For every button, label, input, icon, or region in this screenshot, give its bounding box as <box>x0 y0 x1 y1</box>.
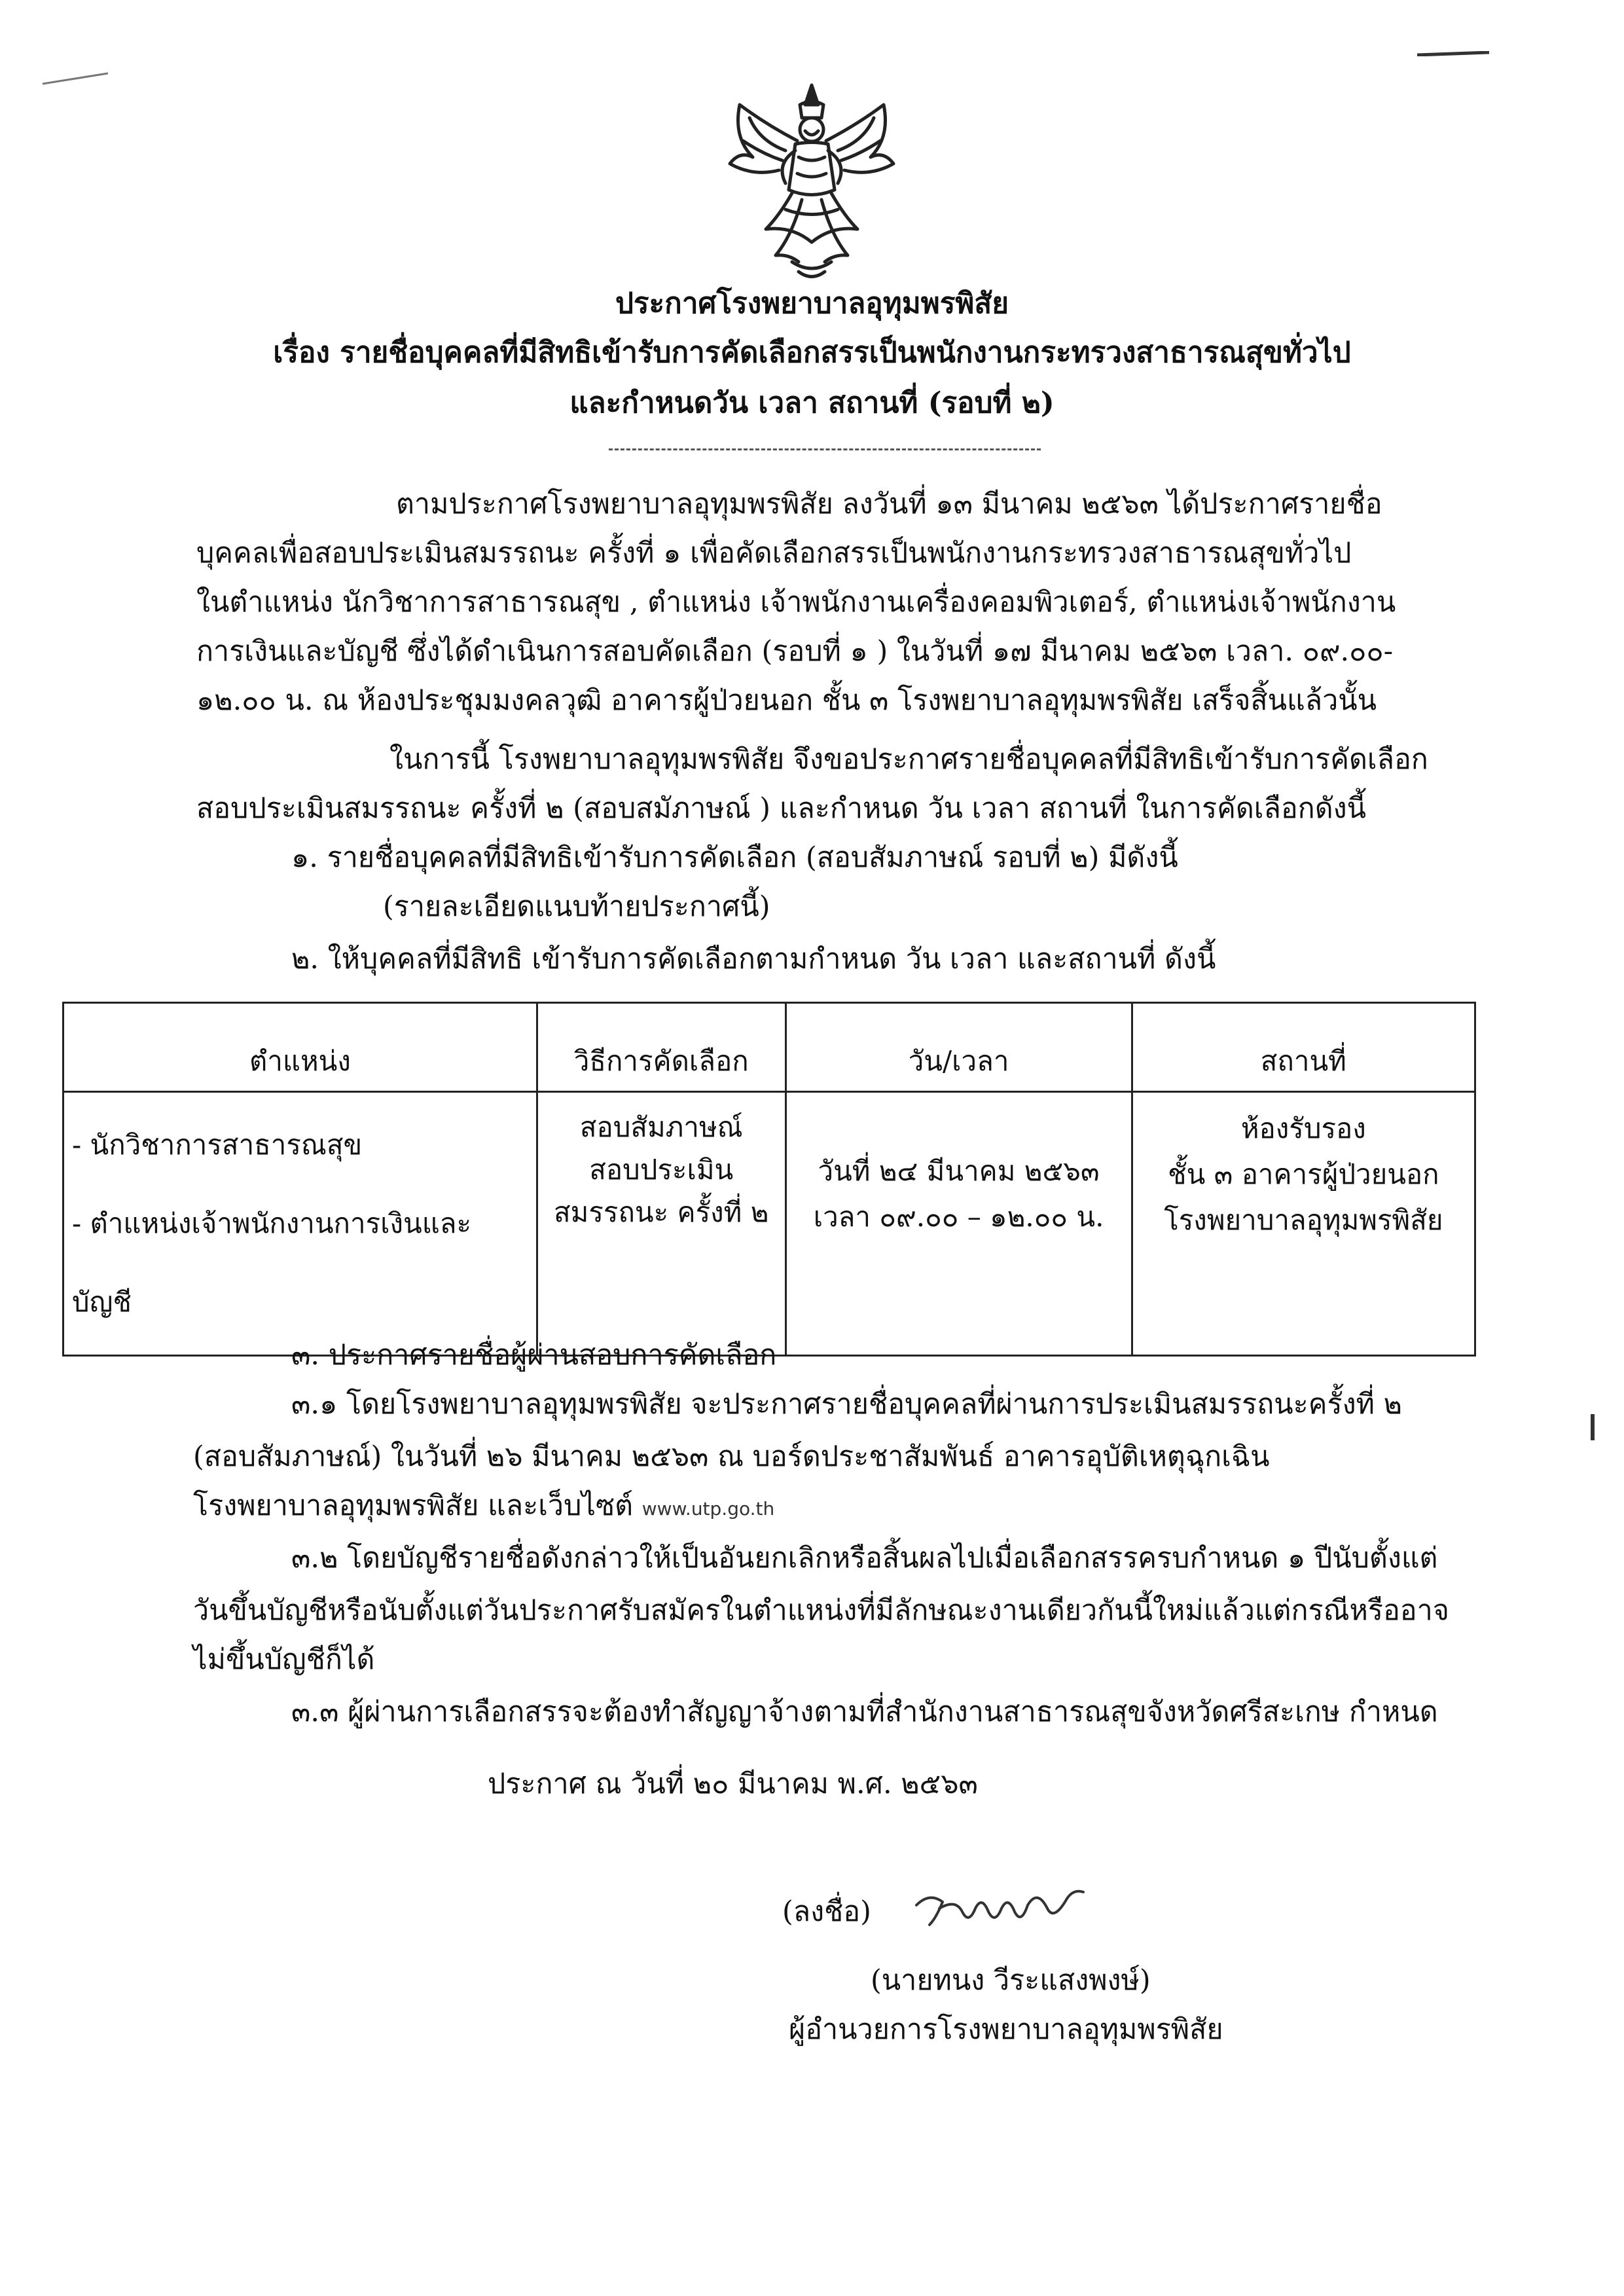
signatory-position: ผู้อำนวยการโรงพยาบาลอุทุมพรพิสัย <box>789 2013 1223 2046</box>
table-header-row <box>63 1003 1475 1092</box>
table-header: ตำแหน่ง <box>63 1003 537 1092</box>
announcement-date: ประกาศ ณ วันที่ ๒๐ มีนาคม พ.ศ. ๒๕๖๓ <box>488 1768 978 1800</box>
position-item: - ตำแหน่งเจ้าพนักงานการเงินและบัญชี <box>72 1207 472 1318</box>
scan-mark <box>1591 1414 1595 1440</box>
place-line: โรงพยาบาลอุทุมพรพิสัย <box>1164 1204 1443 1236</box>
table-cell-method <box>537 1092 785 1356</box>
date-line: วันที่ ๒๔ มีนาคม ๒๕๖๓ <box>818 1155 1100 1187</box>
table-header: สถานที่ <box>1132 1003 1475 1092</box>
time-line: เวลา ๐๙.๐๐ – ๑๒.๐๐ น. <box>813 1201 1104 1233</box>
signature-image <box>910 1879 1093 1938</box>
sub-item-cont <box>193 1483 774 1527</box>
table-header: วิธีการคัดเลือก <box>537 1003 785 1092</box>
list-item: ๓. ประกาศรายชื่อผู้ผ่านสอบการคัดเลือก <box>291 1339 777 1372</box>
list-item: ๒. ให้บุคคลที่มีสิทธิ เข้ารับการคัดเลือกตามกำหนด วัน เวลา และสถานที่ ดังนี้ <box>291 943 1216 975</box>
table-row <box>63 1092 1475 1356</box>
schedule-table <box>62 1002 1476 1357</box>
sub-item-cont: วันขึ้นบัญชีหรือนับตั้งแต่วันประกาศรับสมัครในตำแหน่งที่มีลักษณะงานเดียวกันนี้ใหม่แล้วแต่กรณีหรืออาจ <box>193 1594 1449 1627</box>
scan-mark <box>1417 51 1489 56</box>
position-item: - นักวิชาการสาธารณสุข <box>72 1129 363 1161</box>
paragraph-line: ในการนี้ โรงพยาบาลอุทุมพรพิสัย จึงขอประกาศรายชื่อบุคคลที่มีสิทธิเข้ารับการคัดเลือก <box>389 743 1428 776</box>
sub-item-cont: (สอบสัมภาษณ์) ในวันที่ ๒๖ มีนาคม ๒๕๖๓ ณ บอร์ดประชาสัมพันธ์ อาคารอุบัติเหตุฉุกเฉิน <box>193 1440 1270 1473</box>
sub-item: ๓.๒ โดยบัญชีรายชื่อดังกล่าวให้เป็นอันยกเลิกหรือสิ้นผลไปเมื่อเลือกสรรครบกำหนด ๑ ปีนับตั้งแต่ <box>291 1542 1438 1575</box>
method-line: สอบสัมภาษณ์ <box>579 1111 743 1143</box>
sub-item: ๓.๓ ผู้ผ่านการเลือกสรรจะต้องทำสัญญาจ้างตามที่สำนักงานสาธารณสุขจังหวัดศรีสะเกษ กำหนด <box>291 1696 1438 1728</box>
table-cell-position <box>63 1092 537 1356</box>
signature-label: (ลงชื่อ) <box>782 1895 871 1928</box>
scan-mark <box>43 72 108 85</box>
paragraph-line: ตามประกาศโรงพยาบาลอุทุมพรพิสัย ลงวันที่ ๑๓ มีนาคม ๒๕๖๓ ได้ประกาศรายชื่อ <box>396 488 1382 520</box>
table-header: วัน/เวลา <box>785 1003 1132 1092</box>
sub-item-cont: ไม่ขึ้นบัญชีก็ได้ <box>193 1643 375 1676</box>
table-cell-place <box>1132 1092 1475 1356</box>
divider <box>609 448 1041 450</box>
announcement-title: ประกาศโรงพยาบาลอุทุมพรพิสัย <box>615 287 1009 320</box>
place-line: ชั้น ๓ อาคารผู้ป่วยนอก <box>1168 1158 1439 1190</box>
paragraph-line: สอบประเมินสมรรถนะ ครั้งที่ ๒ (สอบสมัภาษณ์ ) และกำหนด วัน เวลา สถานที่ ในการคัดเลือกดังนี้ <box>196 792 1367 825</box>
list-item-note: (รายละเอียดแนบท้ายประกาศนี้) <box>383 890 770 923</box>
method-line: สอบประเมิน <box>589 1154 734 1186</box>
list-item: ๑. รายชื่อบุคคลที่มีสิทธิเข้ารับการคัดเลือก (สอบสัมภาษณ์ รอบที่ ๒) มีดังนี้ <box>291 841 1178 874</box>
website-link[interactable]: www.utp.go.th <box>641 1498 775 1520</box>
paragraph-line: ในตำแหน่ง นักวิชาการสาธารณสุข , ตำแหน่ง เจ้าพนักงานเครื่องคอมพิวเตอร์, ตำแหน่งเจ้าพนักงาน <box>196 586 1396 619</box>
paragraph-line: การเงินและบัญชี ซึ่งได้ดำเนินการสอบคัดเลือก (รอบที่ ๑ ) ในวันที่ ๑๗ มีนาคม ๒๕๖๓ เวลา. ๐๙.๐๐- <box>196 635 1394 668</box>
sub-item: ๓.๑ โดยโรงพยาบาลอุทุมพรพิสัย จะประกาศรายชื่อบุคคลที่ผ่านการประเมินสมรรถนะครั้งที่ ๒ <box>291 1388 1402 1421</box>
method-line: สมรรถนะ ครั้งที่ ๒ <box>554 1196 769 1228</box>
announcement-subject-cont: และกำหนดวัน เวลา สถานที่ (รอบที่ ๒) <box>569 386 1055 420</box>
garuda-emblem-icon <box>713 79 910 288</box>
paragraph-line: บุคคลเพื่อสอบประเมินสมรรถนะ ครั้งที่ ๑ เพื่อคัดเลือกสรรเป็นพนักงานกระทรวงสาธารณสุขทั่วไป <box>196 537 1352 570</box>
announcement-subject: เรื่อง รายชื่อบุคคลที่มีสิทธิเข้ารับการคัดเลือกสรรเป็นพนักงานกระทรวงสาธารณสุขทั่วไป <box>273 336 1351 369</box>
website-label: โรงพยาบาลอุทุมพรพิสัย และเว็บไซต์ <box>193 1489 634 1522</box>
place-line: ห้องรับรอง <box>1240 1112 1366 1144</box>
signatory-name: (นายทนง วีระแสงพงษ์) <box>871 1964 1151 1997</box>
table-cell-datetime <box>785 1092 1132 1356</box>
paragraph-line: ๑๒.๐๐ น. ณ ห้องประชุมมงคลวุฒิ อาคารผู้ป่วยนอก ชั้น ๓ โรงพยาบาลอุทุมพรพิสัย เสร็จสิ้นแล้วนั้น <box>196 684 1377 717</box>
